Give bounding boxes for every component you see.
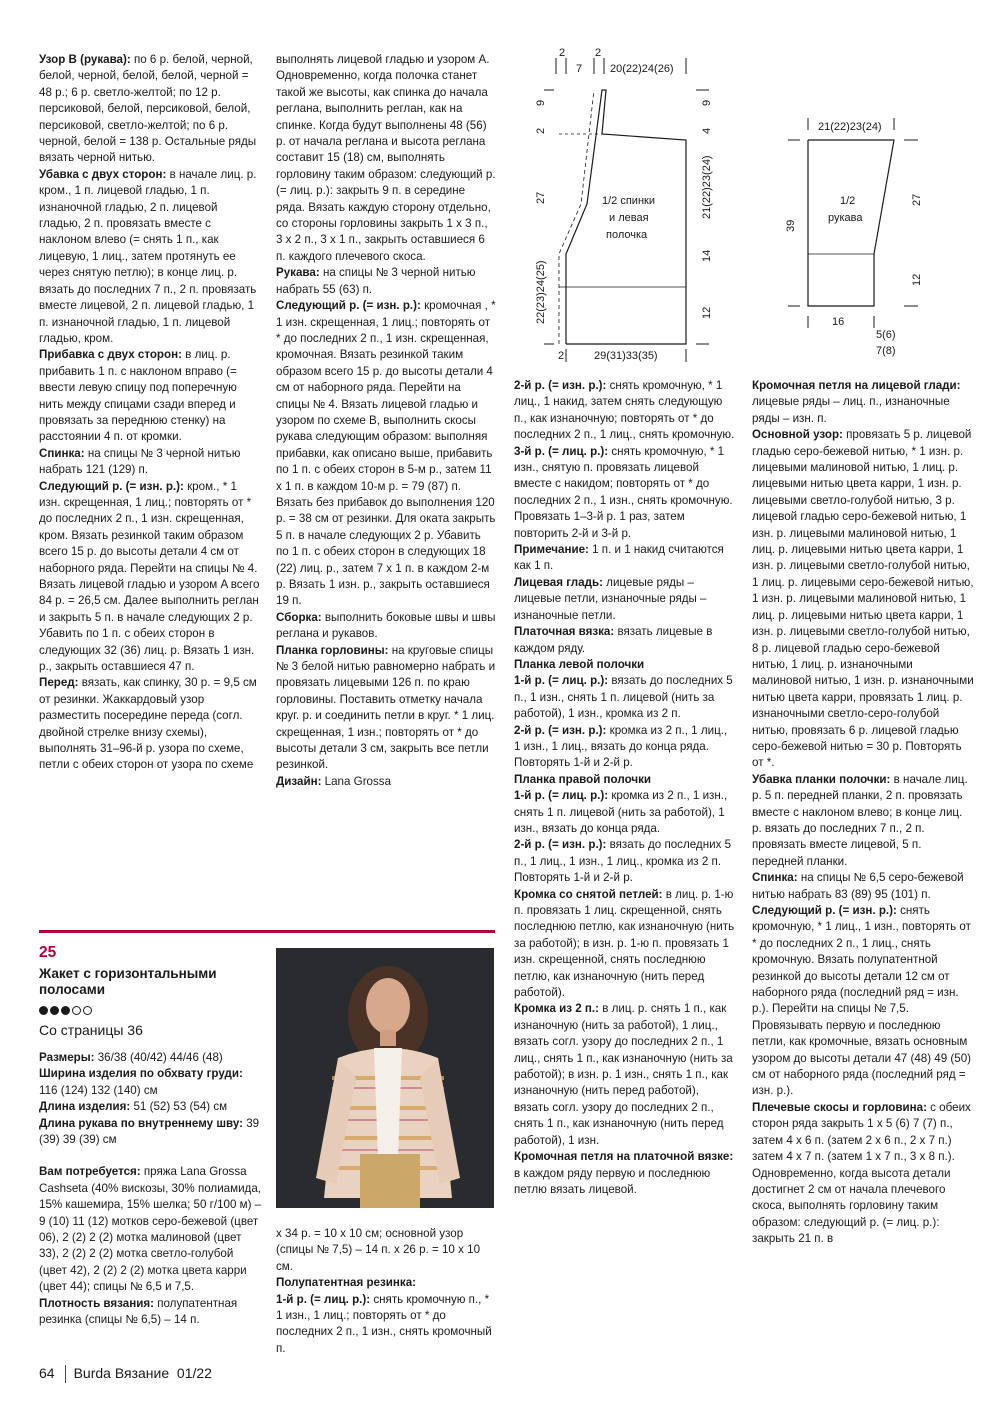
dim-right-5: 12 (701, 306, 713, 319)
dim-right-4: 14 (701, 249, 713, 262)
col1-heading: Узор B (рукава): (39, 53, 131, 66)
col4-body: в начале лиц. р. 5 п. передней планки, 2 п. провязать вместе с наклоном влево; в конце лиц. р. вязать до последних 7 п., 2 п. провязать вместе лицевой, 5 п. передней планки. (752, 772, 968, 868)
text-column-4 (752, 378, 974, 1248)
col2-heading: Следующий р. (= изн. р.): (276, 299, 421, 313)
col3-body: снять кромочную, * 1 лиц., 1 накид, затем снять следующую п., как изнаночную; повторять от * до последних 2 п., 1 лиц., снять кромочную. (514, 379, 735, 442)
product-specs (39, 1050, 264, 1329)
col3-paragraph (514, 509, 736, 542)
col1-heading: Прибавка с двух сторон: (39, 348, 182, 362)
col3-body: Провязать 1–3-й р. 1 раз, затем повторить 2-й и 3-й р. (514, 510, 685, 540)
col2-paragraph (276, 298, 496, 610)
col1-heading: Следующий р. (= изн. р.): (39, 479, 184, 493)
col2-body: на спицы № 3 черной нитью набрать 55 (63) п. (276, 266, 476, 296)
col3-paragraph (514, 657, 736, 673)
col4-body: на спицы № 6,5 серо-бежевой нитью набрать 83 (89) 95 (101) п. (752, 871, 964, 901)
col3-heading: 1-й р. (= лиц. р.): (514, 674, 609, 688)
col3-heading: Планка правой полочки (514, 772, 652, 786)
col3-body: в лиц. р. 1-ю п. провязать 1 лиц. скрещенной, снять последнюю петлю, как изнаночную (нить за работой); в изн. р. 1-ю п. провязать 1 изн. скрещенной, снять последнюю петлю, как изнаночную (нить перед работой). (514, 887, 735, 1000)
col1-paragraph (39, 675, 261, 773)
col2-heading: Дизайн: (276, 774, 322, 788)
col4-heading: Спинка: (752, 871, 798, 885)
spec2-body: x 34 р. = 10 x 10 см; основной узор (спицы № 7,5) – 14 п. x 26 р. = 10 x 10 см. (276, 1227, 481, 1273)
col4-body: провязать 5 р. лицевой гладью серо-бежевой нитью, * 1 изн. р. лицевыми малиновой нитью, 1 лиц. р. лицевыми нитью цвета карри, 1 изн. р. лицевыми светло-голубой нитью, 3 р. лицевой гладью серо-бежевой нитью, 1 изн. р. лицевыми малиновой нитью, 1 лиц. р. лицевыми нитью цвета карри, 1 изн. р. лицевыми светло-голубой нитью, 1 лиц. р. лицевыми серо-бежевой нитью, 1 изн. р. лицевыми малиновой нитью, 1 лиц. р. лицевыми нитью цвета карри, 1 изн. р. лицевыми светло-голубой нитью, 8 р. лицевой гладью серо-бежевой нитью, 1 лиц. р. изнаночными малиновой нитью, 1 изн. р. изнаночными нитью цвета карри, провязать 1 лиц. р. изнаночными светло-серо-голубой нитью, провязать 6 р. лицевой гладью серо-бежевой нитью = 30 р. Повторять от *. (752, 428, 974, 770)
col3-body: вязать до последних 5 п., 1 изн., снять 1 п. лицевой (нить за работой), 1 изн., кромка из 2 п. (514, 674, 733, 721)
col4-paragraph (752, 772, 974, 870)
material-body: полупатентная резинка (спицы № 6,5) – 14 п. (39, 1296, 238, 1327)
sleeve-dim-bottom-1: 16 (832, 316, 845, 328)
spec2-body: снять кромочную п., * 1 изн., 1 лиц.; повторять от * до последних 2 п., 1 изн., снять кромочный п. (276, 1292, 492, 1355)
dim-bottom-2: 29(31)33(35) (594, 350, 658, 362)
sleeve-label-1: 1/2 (840, 195, 856, 207)
col3-paragraph (514, 788, 736, 837)
col3-paragraph (514, 378, 736, 444)
col4-heading: Основной узор: (752, 428, 843, 442)
spec-paragraph (39, 1050, 264, 1066)
col2-paragraph (276, 52, 496, 265)
material-heading: Плотность вязания: (39, 1296, 154, 1310)
col4-heading: Плечевые скосы и горловина: (752, 1100, 927, 1114)
col4-body: снять кромочную, * 1 лиц., 1 изн., повторять от * до последних 2 п., 1 лиц., снять кромочную. Вязать полупатентной резинкой до высоты детали 12 см от наборного ряда (последний ряд = изн. р.). Перейти на спицы № 7,5. Провязывать первую и последнюю петли, как кромочные, вязать основным узором до высоты детали 47 (48) 49 (50) см от наборного ряда (последний ряд = изн. р.). (752, 904, 972, 1098)
back-front-schematic (514, 44, 734, 364)
dim-bottom-1: 2 (558, 350, 565, 362)
col4-paragraph (752, 427, 974, 772)
material-paragraph (39, 1164, 264, 1295)
dim-right-2: 4 (701, 127, 713, 134)
col3-paragraph (514, 575, 736, 624)
spec-body: 39 (39) 39 (39) см (39, 1116, 260, 1147)
col1-body: в начале лиц. р. кром., 1 п. лицевой гладью, 1 п. изнаночной гладью, 2 п. лицевой гладью, 2 п. провязать вместе с наклоном влево (= снять 1 п., как лицевую, 1 лиц., затем протянуть ее через снятую петлю); в конце лиц. р. вязать до последних 7 п., 2 п. провязать вместе лицевой, 2 п. лицевой гладью, 1 п. изнаночной гладью, 1 п. лицевой гладью, кром. (39, 167, 257, 345)
text-column-1 (39, 52, 261, 774)
col1-body: вязать, как спинку, 30 р. = 9,5 см от резинки. Жаккардовый узор разместить посередине переда (согл. двойной стрелке внизу схемы), выполнять 31–96-й р. узора по схеме, петли с обеих сторон от узора по схеме (39, 676, 257, 772)
col4-paragraph (752, 903, 974, 1100)
col3-paragraph (514, 1149, 736, 1198)
col1-paragraph (39, 167, 261, 347)
dim-left-4: 22(23)24(25) (535, 260, 547, 324)
difficulty-dot (61, 1006, 70, 1015)
footer-separator (65, 1365, 66, 1383)
col3-paragraph (514, 444, 736, 510)
sleeve-dim-bottom-3: 7(8) (876, 345, 896, 357)
dim-top-4: 20(22)24(26) (610, 63, 674, 75)
piece-label-2: и левая (609, 212, 649, 224)
col2-body: на круговые спицы № 3 белой нитью равномерно набрать и провязать лицевыми 126 п. по краю горловины. Поставить отметку начала круг. р. и соединить петли в круг. * 1 лиц. скрещенная, 1 изн.; повторять от * до высоты детали 3 см, закрыть все петли резинкой. (276, 643, 496, 772)
spec-body: 116 (124) 132 (140) см (39, 1083, 158, 1097)
spec2-heading: Полупатентная резинка: (276, 1276, 417, 1290)
col4-heading: Следующий р. (= изн. р.): (752, 904, 897, 917)
col3-body: лицевые ряды – лицевые петли, изнаночные ряды – изнаночные петли. (514, 575, 707, 622)
spec-paragraph (39, 1066, 264, 1099)
col3-paragraph (514, 837, 736, 870)
difficulty-dot (83, 1006, 92, 1015)
col1-paragraph (39, 479, 261, 676)
col3-paragraph (514, 755, 736, 771)
col3-heading: Планка левой полочки (514, 657, 645, 671)
piece-label-3: полочка (606, 229, 648, 241)
col4-paragraph (752, 1100, 974, 1248)
col1-body: по 6 р. белой, черной, белой, черной, белой, белой, черной = 48 р.; 6 р. светло-желтой; по 12 р. персиковой, белой, персиковой, белой, персиковой, светло-желтой; по 6 р. черной, белой = 138 р. Остальные ряды вязать черной нитью. (39, 53, 257, 165)
col2-paragraph (276, 610, 496, 643)
spec-body: 36/38 (40/42) 44/46 (48) (94, 1051, 223, 1064)
text-column-2 (276, 52, 496, 790)
col1-heading: Убавка с двух сторон: (39, 167, 167, 181)
difficulty-dot (39, 1006, 48, 1015)
col3-heading: Кромка из 2 п.: (514, 1002, 599, 1016)
section-rule (39, 930, 495, 933)
col1-heading: Перед: (39, 676, 79, 690)
text-column-3 (514, 378, 736, 1198)
sleeve-dim-left: 39 (785, 219, 797, 232)
col1-paragraph (39, 446, 261, 479)
sleeve-dim-top: 21(22)23(24) (818, 121, 882, 133)
col2-heading: Рукава: (276, 266, 320, 280)
col3-paragraph (514, 673, 736, 722)
product-specs-continued (276, 1226, 496, 1357)
spec-paragraph (39, 1099, 264, 1115)
col3-body: вязать до последних 5 п., 1 лиц., 1 изн., 1 лиц., кромка из 2 п. (514, 838, 732, 868)
col3-body: Повторять 1-й и 2-й р. (514, 871, 633, 885)
front-outline (559, 90, 594, 344)
col4-heading: Убавка планки полочки: (752, 772, 891, 786)
col4-body: лицевые ряды – лиц. п., изнаночные ряды – изн. п. (752, 395, 950, 425)
difficulty-dot (50, 1006, 59, 1015)
spec2-paragraph (276, 1275, 496, 1291)
col3-body: в лиц. р. снять 1 п., как изнаночную (нить за работой), 1 лиц., вязать согл. узору до последних 2 п., 1 лиц., снять 1 п., как изнаночную (нить за работой); в изн. р. 1 изн., снять 1 п., как изнаночную (нить перед работой), вязать согл. узору до последних 2 п., снять 1 п., как изнаночную (нить перед работой), 1 изн. (514, 1002, 733, 1147)
sleeve-label-2: рукава (828, 212, 863, 224)
col3-heading: Кромочная петля на платочной вязке: (514, 1150, 734, 1164)
col3-heading: Платочная вязка: (514, 625, 615, 639)
dim-right-1: 9 (701, 99, 713, 106)
dim-top-2: 7 (576, 63, 583, 75)
spec-heading: Длина рукава по внутреннему шву: (39, 1116, 243, 1130)
dim-right-3: 21(22)23(24) (701, 155, 713, 219)
sleeve-schematic (780, 114, 940, 364)
dim-left-2: 2 (535, 127, 547, 134)
col1-body: кром., * 1 изн. скрещенная, 1 лиц.; повторять от * до последних 2 п., 1 изн. скрещенная, кром. Вязать резинкой таким образом всего 15 р. до высоты детали 4 см от наборного ряда. Перейти на спицы № 4. Вязать лицевой гладью и узором A всего 84 р. = 26,5 см. Далее выполнить реглан и закрыть 5 п. в начале следующих 2 р. Убавить по 1 п. с обеих сторон в следующих 32 (36) лиц. р. Вязать 1 изн. р., закрыть оставшиеся 47 п. (39, 479, 260, 674)
spec-heading: Длина изделия: (39, 1100, 131, 1114)
spec-heading: Размеры: (39, 1051, 95, 1064)
material-heading: Вам потребуется: (39, 1165, 141, 1179)
col3-paragraph (514, 887, 736, 1002)
dim-left-1: 9 (535, 99, 547, 106)
col3-heading: Примечание: (514, 543, 589, 557)
col2-paragraph (276, 265, 496, 298)
piece-label-1: 1/2 спинки (602, 195, 655, 207)
difficulty-dot (72, 1006, 81, 1015)
col3-body: вязать лицевые в каждом ряду. (514, 625, 713, 655)
col4-body: с обеих сторон ряда закрыть 1 x 5 (6) 7 (7) п., затем 4 x 6 п. (затем 2 x 6 п., 2 x 7 п.) затем 4 x 7 п. (затем 1 x 7 п., 3 x 8 п.). Одновременно, когда высота детали достигнет 2 см от начала плечевого скоса, выполнять горловину таким образом: следующий р. (= лиц. р.): закрыть 21 п. в (752, 1100, 971, 1246)
col3-body: Повторять 1-й и 2-й р. (514, 756, 633, 770)
from-page-note: Со страницы 36 (39, 1022, 143, 1038)
col3-paragraph (514, 624, 736, 657)
product-photo (276, 948, 494, 1208)
col1-paragraph (39, 347, 261, 445)
col2-body: Lana Grossa (321, 774, 392, 788)
col3-body: кромка из 2 п., 1 изн., снять 1 п. лицевой (нить за работой), 1 изн., вязать до конца ряда. (514, 789, 728, 835)
col3-heading: 2-й р. (= изн. р.): (514, 838, 607, 852)
spec2-paragraph (276, 1226, 496, 1275)
sleeve-dim-right-2: 12 (911, 273, 923, 286)
product-number: 25 (39, 944, 57, 961)
col1-body: на спицы № 3 черной нитью набрать 121 (129) п. (39, 446, 241, 477)
col2-heading: Планка горловины: (276, 643, 389, 657)
col3-heading: Кромка со снятой петлей: (514, 887, 663, 901)
magazine-title: Burda Вязание (73, 1365, 170, 1381)
product-title: Жакет с горизонтальными полосами (39, 966, 217, 997)
dim-left-3: 27 (535, 191, 547, 204)
col3-paragraph (514, 542, 736, 575)
spec2-paragraph (276, 1292, 496, 1358)
col3-paragraph (514, 772, 736, 788)
spec2-heading: 1-й р. (= лиц. р.): (276, 1292, 371, 1306)
col4-heading: Кромочная петля на лицевой глади: (752, 379, 961, 392)
col2-body: выполнить боковые швы и швы реглана и рукавов. (276, 610, 496, 641)
dim-top-3: 2 (595, 47, 602, 59)
col3-paragraph (514, 870, 736, 886)
col1-body: в лиц. р. прибавить 1 п. с наклоном вправо (= ввести левую спицу под поперечную нить между спицами сзади вперед и провязать за переднюю стенку) на расстоянии 4 п. от кромки. (39, 348, 237, 444)
spec-body: 51 (52) 53 (54) см (130, 1100, 228, 1114)
col3-body: кромка из 2 п., 1 лиц., 1 изн., 1 лиц., вязать до конца ряда. (514, 723, 728, 753)
col3-body: снять кромочную, * 1 изн., снятую п. провязать лицевой вместе с накидом; повторять от * до последних 2 п., 1 изн., снять кромочную. (514, 444, 733, 507)
spec-heading: Ширина изделия по обхвату груди: (39, 1067, 243, 1081)
col3-heading: 1-й р. (= лиц. р.): (514, 789, 609, 803)
sleeve-dim-right-1: 27 (911, 193, 923, 206)
col2-paragraph (276, 643, 496, 774)
material-paragraph (39, 1296, 264, 1329)
col4-paragraph (752, 378, 974, 427)
col3-heading: 3-й р. (= лиц. р.): (514, 444, 609, 458)
sleeve-dim-bottom-2: 5(6) (876, 329, 896, 341)
material-body: пряжа Lana Grossa Cashseta (40% вискозы, 30% полиамида, 15% кашемира, 15% шелка; 50 г/100 м) – 9 (10) 11 (12) мотков серо-бежевой (цвет 06), 2 (2) 2 (2) мотка малиновой (цвет 33), 2 (2) 2 (2) мотка светло-голубой (цвет 42), 2 (2) 2 (2) мотка цвета карри (цвет 44); спицы № 6,5 и 7,5. (39, 1165, 262, 1294)
col2-body: выполнять лицевой гладью и узором A. Одновременно, когда полочка станет такой же высоты, как спинка до начала реглана, выполнить реглан, как на спинке. Когда будут выполнены 48 (56) р. от начала реглана и высота реглана составит 15 (18) см, выполнять горловину таким образом: следующий р. (= лиц. р.): закрыть 9 п. в середине ряда. Вязать каждую сторону отдельно, со стороны горловины закрыть 1 x 3 п., 3 x 2 п., 3 x 1 п., закрыть оставшиеся 6 п. каждого плечевого скоса. (276, 53, 496, 263)
col3-body: 1 п. и 1 накид считаются как 1 п. (514, 543, 724, 573)
page-footer (39, 1365, 212, 1383)
col2-heading: Сборка: (276, 610, 322, 624)
issue-number: 01/22 (176, 1365, 212, 1381)
col3-body: в каждом ряду первую и последнюю петлю вязать лицевой. (514, 1166, 711, 1196)
col3-heading: 2-й р. (= изн. р.): (514, 723, 607, 737)
col3-heading: 2-й р. (= изн. р.): (514, 379, 607, 392)
col2-body: кромочная , * 1 изн. скрещенная, 1 лиц.; повторять от * до последних 2 п., 1 изн. скрещенная, кромочная. Вязать резинкой таким образом всего 15 р. до высоты детали 4 см от наборного ряда. Перейти на спицы № 4. Вязать лицевой гладью и узором по схеме B, выполнить скосы рукава следующим образом: выполняя прибавки, как описано выше, прибавить по 1 п. с обеих сторон в 5-м р., затем 11 x 1 п. в каждом 10-м р. = 79 (87) п. Вязать без прибавок до выполнения 120 р. = 38 см от резинки. Для оката закрыть 5 п. в начале следующих 2 р. Убавить по 1 п. с обеих сторон в следующих 18 (22) лиц. р., затем 7 x 1 п. в каждом 2-м р. Вязать 1 изн. р., закрыть оставшиеся 19 п. (276, 299, 496, 608)
col4-paragraph (752, 870, 974, 903)
col3-heading: Лицевая гладь: (514, 575, 603, 589)
col1-heading: Спинка: (39, 446, 85, 460)
difficulty-rating (39, 1006, 94, 1018)
dim-top-1: 2 (559, 47, 566, 59)
col2-paragraph (276, 774, 496, 790)
spec-paragraph (39, 1116, 264, 1149)
col3-paragraph (514, 723, 736, 756)
page-number: 64 (39, 1365, 55, 1381)
col1-paragraph (39, 52, 261, 167)
col3-paragraph (514, 1001, 736, 1149)
